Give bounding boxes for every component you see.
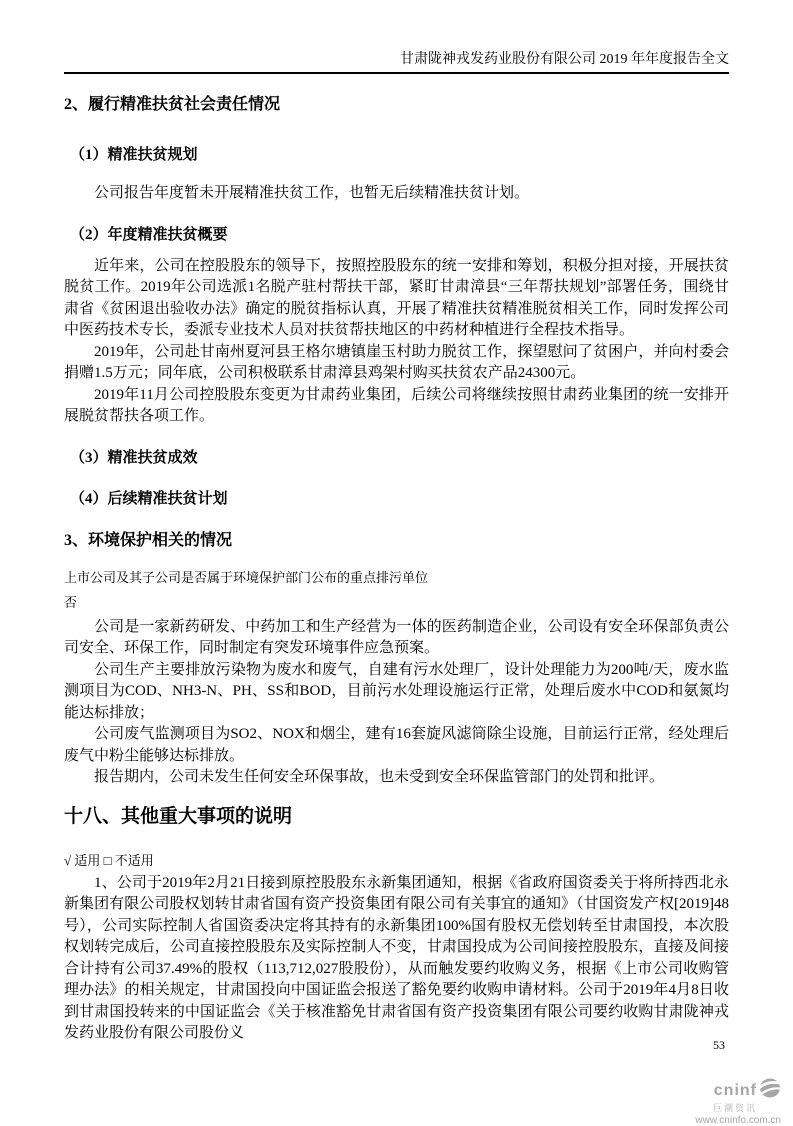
env-answer-line: 否 <box>64 594 78 610</box>
cninfo-logo-row <box>695 1078 781 1103</box>
page-header-title: 甘肃陇神戎发药业股份有限公司 2019 年年度报告全文 <box>400 52 729 67</box>
section-2-2-heading: （2）年度精准扶贫概要 <box>70 226 228 243</box>
section-3-paragraph-1: 公司是一家新药研发、中药加工和生产经营为一体的医药制造企业，公司设有安全环保部负责公司安全、环保工作，同时制定有突发环境事件应急预案。 <box>64 618 729 656</box>
page-header <box>64 0 729 74</box>
section-18-heading: 十八、其他重大事项的说明 <box>64 805 293 827</box>
section-2-2-paragraph-2: 2019年，公司赴甘南州夏河县王格尔塘镇崖玉村助力脱贫工作，探望慰问了贫困户，并向村委会捐赠1.5万元；同年底，公司积极联系甘肃漳县鸡架村购买扶贫农产品24300元。 <box>64 343 729 381</box>
section-18-paragraph-1: 1、公司于2019年2月21日接到原控股股东永新集团通知，根据《省政府国资委关于将所持西北永新集团有限公司股权划转甘肃省国有资产投资集团有限公司有关事宜的通知》（甘国资发产权[2019]48号），公司实际控制人省国资委决定将其持有的永新集团100%国有股权无偿划转至甘肃国投，本次股权划转完成后，公司直接控股股东及实际控制人不变，甘肃国投成为公司间接控股股东，直接及间接合计持有公司37.49%的股权（113,712,027股股份），从而触发要约收购义务，根据《上市公司收购管理办法》的相关规定，甘肃国投向中国证监会报送了豁免要约收购申请材料。公司于2019年4月8日收到甘肃国投转来的中国证监会《关于核准豁免甘肃省国有资产投资集团有限公司要约收购甘肃陇神戎发药业股份有限公司股份义 <box>64 874 729 1041</box>
cninfo-logo-url: www.cninfo.com.cn <box>695 1115 781 1126</box>
section-2-heading: 2、履行精准扶贫社会责任情况 <box>64 96 281 113</box>
cninfo-logo <box>695 1078 781 1126</box>
section-2-3-heading: （3）精准扶贫成效 <box>70 449 198 466</box>
cninfo-logo-brand: cninf <box>713 1081 757 1099</box>
cninfo-swirl-icon <box>759 1078 781 1103</box>
applicability-line: √ 适用 □ 不适用 <box>64 852 154 868</box>
page-number: 53 <box>713 1038 725 1052</box>
section-3-paragraph-3: 公司废气监测项目为SO2、NOX和烟尘，建有16套旋风滤筒除尘设施，目前运行正常，经处理后废气中粉尘能够达标排放。 <box>64 726 729 764</box>
header-rule <box>64 72 729 74</box>
section-2-2-paragraph-3: 2019年11月公司控股股东变更为甘肃药业集团，后续公司将继续按照甘肃药业集团的统一安排开展脱贫帮扶各项工作。 <box>64 386 729 424</box>
section-3-heading: 3、环境保护相关的情况 <box>64 531 233 549</box>
cninfo-logo-chinese-name: 巨潮资讯 <box>712 1103 757 1113</box>
section-2-1-heading: （1）精准扶贫规划 <box>70 147 198 163</box>
section-3-paragraph-2: 公司生产主要排放污染物为废水和废气，自建有污水处理厂，设计处理能力为200吨/天，废水监测项目为COD、NH3-N、PH、SS和BOD，目前污水处理设施运行正常，处理后废水中COD和氨氮均能达标排放； <box>64 661 729 721</box>
section-2-4-heading: （4）后续精准扶贫计划 <box>70 490 228 507</box>
section-3-paragraph-4: 报告期内，公司未发生任何安全环保事故，也未受到安全环保监管部门的处罚和批评。 <box>94 769 665 785</box>
section-2-2-paragraph-1: 近年来，公司在控股股东的领导下，按照控股股东的统一安排和筹划，积极分担对接，开展扶贫脱贫工作。2019年公司选派1名脱产驻村帮扶干部，紧盯甘肃漳县“三年帮扶规划”部署任务，围绕甘肃省《贫困退出验收办法》确定的脱贫指标认真，开展了精准扶贫精准脱贫相关工作，同时发挥公司中医药技术专长，委派专业技术人员对扶贫帮扶地区的中药材种植进行全程技术指导。 <box>64 257 729 338</box>
section-2-1-paragraph: 公司报告年度暂未开展精准扶贫工作，也暂无后续精准扶贫计划。 <box>94 185 530 201</box>
env-question-line: 上市公司及其子公司是否属于环境保护部门公布的重点排污单位 <box>64 569 429 585</box>
report-body <box>64 94 729 1045</box>
